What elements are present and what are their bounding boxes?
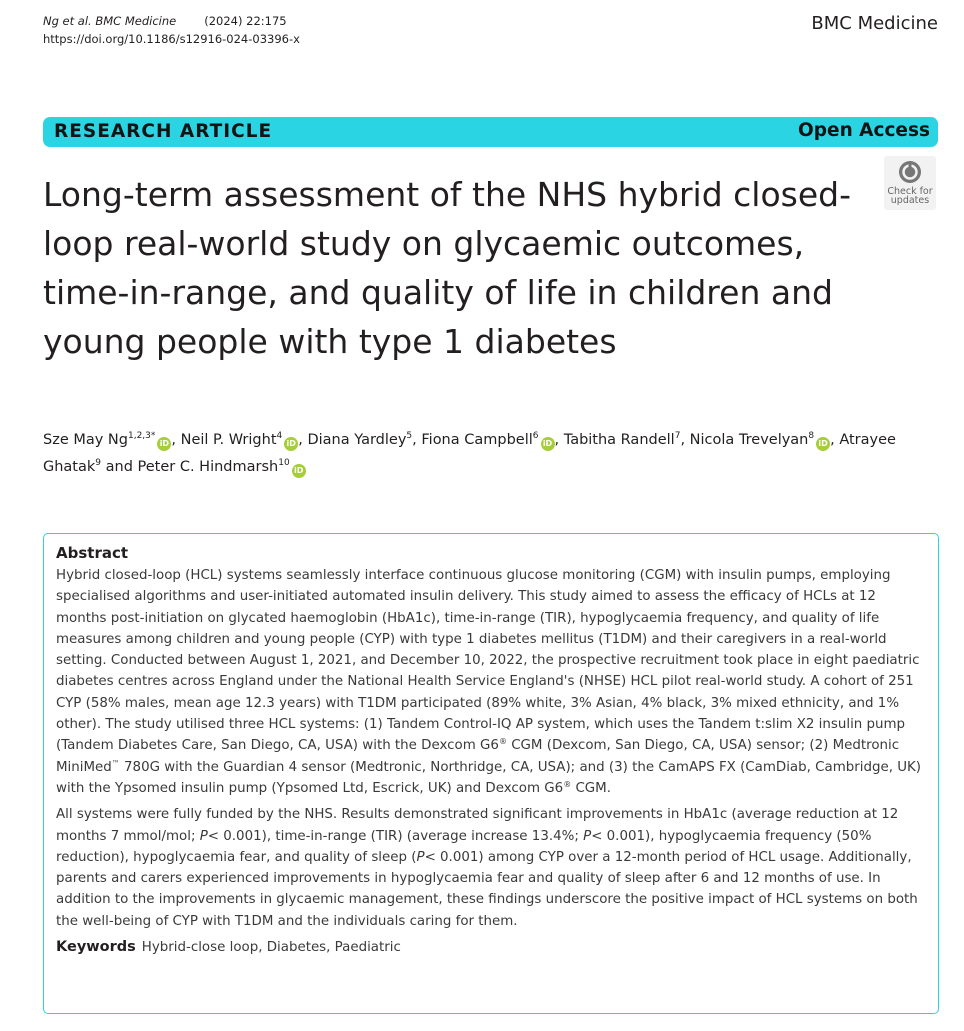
italic-p-value: P [199,828,208,844]
author-name: Peter C. Hindmarsh [137,459,279,475]
keywords-label: Keywords [56,939,136,956]
author-separator: , [554,432,564,448]
author-affiliation: 7 [674,431,681,441]
abstract-text: 780G with the Guardian 4 sensor (Medtronic, Northridge, CA, USA); and (3) the CamAPS FX (CamDiab, Cambridge, UK) with the Ypsomed insulin pump (Ypsomed Ltd, Escrick, UK) and Dexcom G6 [56,759,922,796]
orcid-icon[interactable]: iD [157,437,171,451]
open-access-label: Open Access [798,120,930,141]
author-affiliation: 4 [276,431,283,441]
citation-journal: Ng et al. BMC Medicine [43,14,177,28]
article-type: RESEARCH ARTICLE [54,121,273,142]
abstract-heading: Abstract [56,544,129,562]
check-for-updates-badge[interactable] [884,156,936,210]
check-updates-line2: updates [890,195,930,206]
abstract-text: < 0.001) among CYP over a 12-month period of HCL usage. Additionally, parents and carers experienced improvements in hypoglycaemia fear and quality of sleep after 6 and 12 months of use. In addition to the improvements in glycaemic management, these findings underscore the positive impact of HCL systems on both the well-being of CYP with T1DM and the individuals caring for them. [56,849,918,929]
abstract-text: CGM (Dexcom, San Diego, CA, USA) sensor; (2) Medtronic MiniMed [56,738,900,775]
abstract-text: CGM. [571,780,611,796]
italic-p-value: P [583,828,592,844]
citation-header [43,12,300,48]
author-list [43,427,933,481]
abstract-box [43,533,939,1014]
abstract-paragraph [56,565,926,799]
abstract-text: < 0.001), time-in-range (TIR) (average increase 13.4%; [207,828,584,844]
author-separator: , [680,432,690,448]
orcid-icon[interactable]: iD [284,437,298,451]
author-affiliation: 8 [808,431,815,441]
author-separator: and [101,459,138,475]
keywords-line [56,937,926,958]
author-affiliation: 10 [278,458,290,468]
orcid-icon[interactable]: iD [292,464,306,478]
abstract-body [56,565,926,932]
author-name: Atrayee Ghatak [43,432,896,475]
author-name: Diana Yardley [307,432,407,448]
article-type-banner [43,117,938,147]
citation-volume: (2024) 22:175 [204,14,287,28]
author-name: Sze May Ng [43,432,128,448]
doi-link[interactable]: https://doi.org/10.1186/s12916-024-03396-x [43,32,300,46]
author-name: Nicola Trevelyan [689,432,809,448]
keywords-text: Hybrid-close loop, Diabetes, Paediatric [141,940,401,956]
check-updates-icon [898,160,922,184]
article-title: Long-term assessment of the NHS hybrid closed-loop real-world study on glycaemic outcomes, time-in-range, and quality of life in children and young people with type 1 diabetes [43,175,852,361]
author-name: Tabitha Randell [563,432,675,448]
author-affiliation: 6 [532,431,539,441]
author-affiliation: 5 [406,431,413,441]
author-name: Fiona Campbell [421,432,533,448]
author-affiliation: 9 [95,458,102,468]
check-updates-line1: Check for [887,186,933,197]
trademark-symbol: ® [563,779,572,789]
abstract-text: < 0.001), hypoglycaemia frequency (50% reduction), hypoglycaemia fear, and quality of sleep ( [56,828,872,865]
orcid-icon[interactable]: iD [816,437,830,451]
abstract-paragraph [56,804,926,932]
trademark-symbol: ® [498,737,507,747]
abstract-text: Hybrid closed-loop (HCL) systems seamlessly interface continuous glucose monitoring (CGM) with insulin pumps, employing specialised algorithms and user-initiated automated insulin delivery. This study aimed to assess the efficacy of HCLs at 12 months post-initiation on glycated haemoglobin (HbA1c), time-in-range (TIR), hypoglycaemia frequency, and quality of life measures among children and young people (CYP) with type 1 diabetes mellitus (T1DM) and their caregivers in a real-world setting. Conducted between August 1, 2021, and December 10, 2022, the prospective recruitment took place in eight paediatric diabetes centres across England under the National Health Service England's (NHSE) HCL pilot real-world study. A cohort of 251 CYP (58% males, mean age 12.3 years) with T1DM participated (89% white, 3% Asian, 4% black, 3% mixed ethnicity, and 1% other). The study utilised three HCL systems: (1) Tandem Control-IQ AP system, which uses the Tandem t:slim X2 insulin pump (Tandem Diabetes Care, San Diego, CA, USA) with the Dexcom G6 [56,568,920,754]
journal-name: BMC Medicine [811,13,938,34]
author-separator: , [298,432,308,448]
orcid-icon[interactable]: iD [541,437,555,451]
author-affiliation: 1,2,3* [127,431,156,441]
italic-p-value: P [416,849,425,865]
author-name: Neil P. Wright [180,432,277,448]
author-separator: , [830,432,840,448]
author-separator: , [412,432,422,448]
author-separator: , [171,432,181,448]
trademark-symbol: ™ [111,758,120,768]
abstract-text: All systems were fully funded by the NHS. Results demonstrated significant improvements in HbA1c (average reduction at 12 months 7 mmol/mol; [56,807,899,844]
